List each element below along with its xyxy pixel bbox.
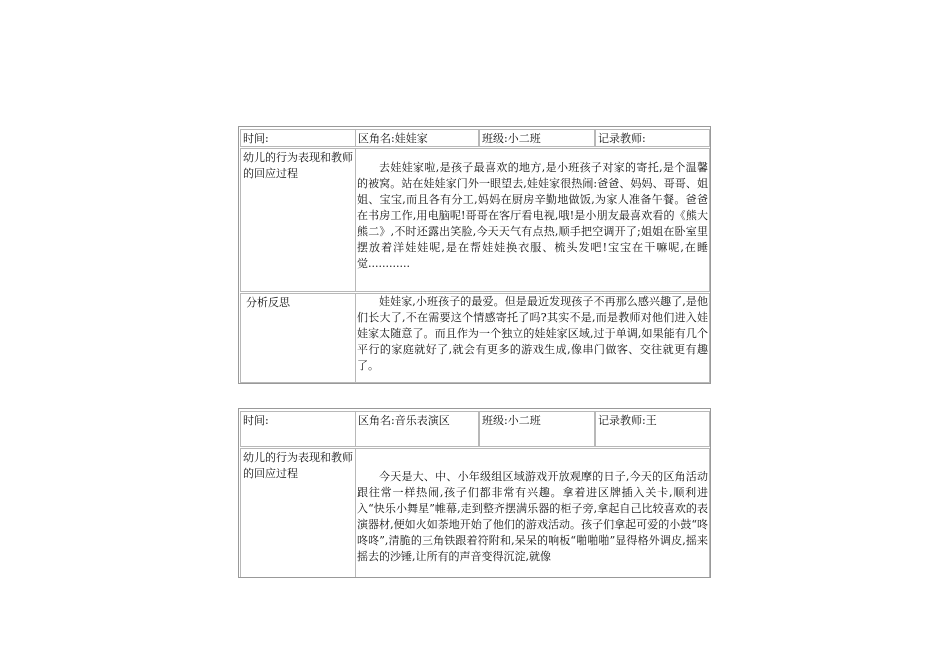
observation-record-2 — [238, 408, 711, 578]
teacher-cell: 记录教师: — [595, 129, 710, 147]
behavior-label: 幼儿的行为表现和教师的回应过程 — [240, 148, 356, 292]
area-name-cell: 区角名:音乐表演区 — [355, 411, 479, 447]
behavior-content — [355, 448, 710, 578]
area-name-cell: 区角名:娃娃家 — [355, 129, 479, 147]
behavior-content — [355, 148, 710, 292]
reflection-content — [355, 293, 710, 383]
behavior-text: 去娃娃家啦,是孩子最喜欢的地方,是小班孩子对家的寄托,是个温馨的被窝。站在娃娃家门外一眼望去,娃娃家很热闹:爸爸、妈妈、哥哥、姐姐、宝宝,而且各有分工,妈妈在厨房辛勤地做饭,为家人准备午餐。爸爸在书房工作,用电脑呢!哥哥在客厅看电视,哦!是小朋友最喜欢看的《熊大熊二》,不时还露出笑脸,今天天气有点热,顺手把空调开了;姐姐在卧室里摆放着洋娃娃呢,是在帮娃娃换衣服、梳头发吧!宝宝在干嘛呢,在睡觉............ — [357, 161, 708, 270]
class-cell: 班级:小二班 — [479, 129, 595, 147]
teacher-cell: 记录教师:王 — [595, 411, 710, 447]
reflection-text: 娃娃家,小班孩子的最爱。但是最近发现孩子不再那么感兴趣了,是他们长大了,不在需要这个情感寄托了吗?其实不是,而是教师对他们进入娃娃家太随意了。而且作为一个独立的娃娃家区域,过于单调,如果能有几个平行的家庭就好了,就会有更多的游戏生成,像串门做客、交往就更有趣了。 — [357, 295, 708, 372]
time-cell: 时间: — [240, 129, 356, 147]
reflection-label: 分析反思 — [240, 293, 356, 383]
behavior-text: 今天是大、中、小年级组区域游戏开放观摩的日子,今天的区角活动跟往常一样热闹,孩子们都非常有兴趣。拿着进区牌插入关卡,顺利进入“快乐小舞星”帷幕,走到整齐摆满乐器的柜子旁,拿起自己比较喜欢的表演器材,便如火如荼地开始了他们的游戏活动。孩子们拿起可爱的小鼓“咚咚咚”,清脆的三角铁跟着符附和,呆呆的响板“啪啪啪”显得格外调皮,摇来摇去的沙锤,让所有的声音变得沉淀,就像 — [357, 470, 708, 563]
behavior-label: 幼儿的行为表现和教师的回应过程 — [240, 448, 356, 578]
class-cell: 班级:小二班 — [479, 411, 595, 447]
time-cell: 时间: — [240, 411, 356, 447]
observation-record-1 — [238, 126, 711, 384]
